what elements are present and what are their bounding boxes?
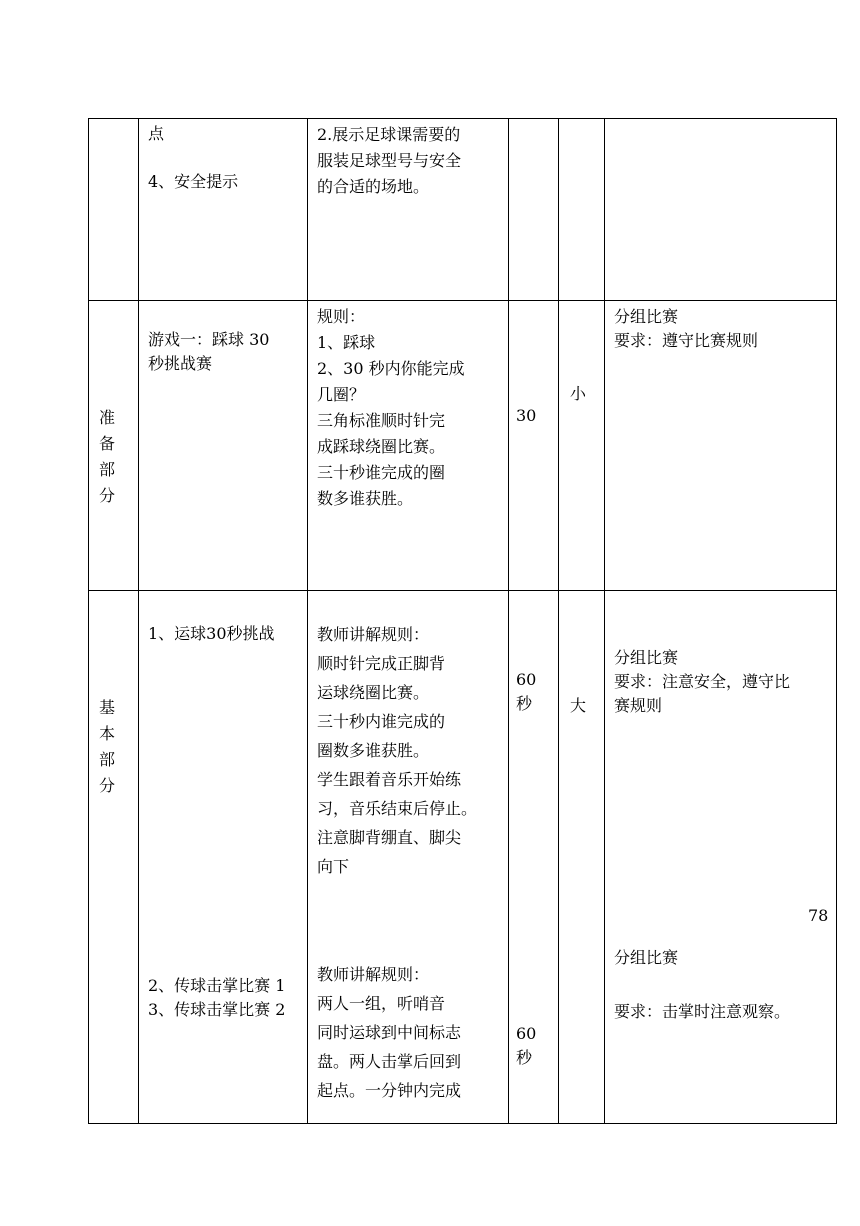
row2-organization: 分组比赛 要求：遵守比赛规则 (614, 307, 759, 350)
table-divider-3 (508, 118, 509, 1124)
row3-organization-a: 分组比赛 要求：注意安全，遵守比 赛规则 (614, 648, 791, 715)
table-border-top (88, 118, 837, 119)
row-divider-1 (88, 300, 837, 301)
row3-content-b: 2、传球击掌比赛 1 3、传球击掌比赛 2 (148, 976, 286, 1019)
row2-intensity: 小 (570, 384, 587, 403)
table-border-right (836, 118, 837, 1124)
table-border-left (88, 118, 89, 1124)
table-divider-2 (307, 118, 308, 1124)
row3-intensity-a: 大 (570, 696, 587, 715)
section-label-prep: 准 备 部 分 (98, 408, 115, 505)
row1-method: 2.展示足球课需要的 服装足球型号与安全 的合适的场地。 (317, 125, 462, 196)
row3-time-a: 60 秒 (516, 670, 537, 713)
table-divider-5 (604, 118, 605, 1124)
table-border-bottom (88, 1123, 837, 1124)
section-label-basic: 基 本 部 分 (98, 698, 115, 795)
row1-content: 点 4、安全提示 (148, 124, 239, 191)
table-divider-4 (558, 118, 559, 1124)
row3-content-a: 1、运球30秒挑战 (148, 624, 275, 643)
row3-method-a: 教师讲解规则： 顺时针完成正脚背 运球绕圈比赛。 三十秒内谁完成的 圈数多谁获胜。 学生跟着音乐开始练 习，音乐结束后停止。 注意脚背绷直、脚尖 向下 (317, 625, 478, 876)
row2-time: 30 (516, 406, 537, 425)
page-number: 78 (808, 906, 829, 925)
row2-content: 游戏一：踩球 30 秒挑战赛 (148, 330, 270, 373)
row3-method-b: 教师讲解规则： 两人一组，听哨音 同时运球到中间标志 盘。两人击掌后回到 起点。一分钟内完成 (317, 965, 462, 1100)
row3-organization-b-req: 要求：击掌时注意观察。 (614, 1002, 791, 1021)
row-divider-2 (88, 590, 837, 591)
table-divider-1 (138, 118, 139, 1124)
row3-time-b: 60 秒 (516, 1024, 537, 1067)
row2-method: 规则： 1、踩球 2、30 秒内你能完成 几圈？ 三角标准顺时针完 成踩球绕圈比赛。 三十秒谁完成的圈 数多谁获胜。 (317, 307, 465, 508)
row3-organization-b-title: 分组比赛 (614, 948, 679, 967)
